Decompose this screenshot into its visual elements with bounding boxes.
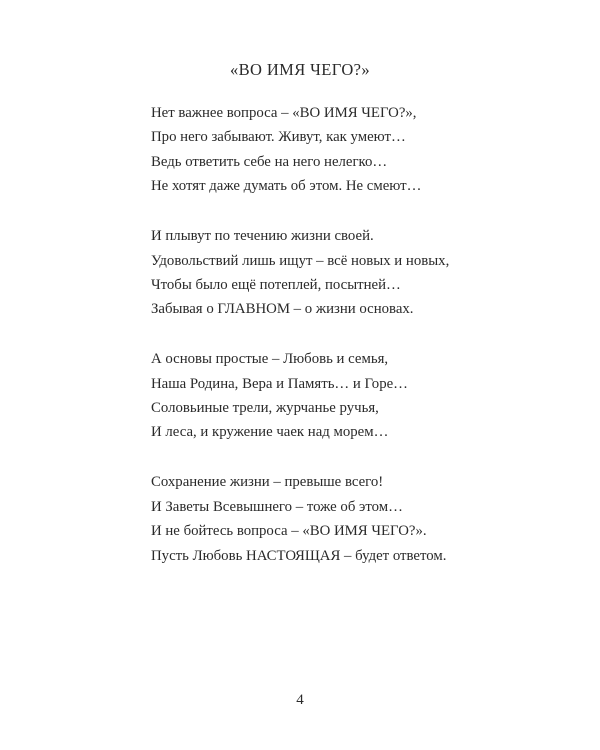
poem-line: И не бойтесь вопроса – «ВО ИМЯ ЧЕГО?». [151,523,427,540]
stanza-2 [151,224,511,322]
poem-line: И Заветы Всевышнего – тоже об этом… [151,498,403,515]
poem-line: Ведь ответить себе на него нелегко… [151,153,388,170]
poem-line: Про него забывают. Живут, как умеют… [151,129,406,146]
stanza-4 [151,470,511,568]
poem-line: Чтобы было ещё потеплей, посытней… [151,276,401,293]
poem-line: Нет важнее вопроса – «ВО ИМЯ ЧЕГО?», [151,105,417,121]
stanza-3 [151,347,511,445]
poem-line: И леса, и кружение чаек над морем… [151,424,389,441]
poem-line: Пусть Любовь НАСТОЯЩАЯ – будет ответом. [151,547,447,564]
poem-line: Наша Родина, Вера и Память… и Горе… [151,375,408,392]
poem-line: А основы простые – Любовь и семья, [151,351,389,368]
page-number: 4 [296,692,304,708]
poem-line: И плывут по течению жизни своей. [151,228,374,245]
poem-body [151,101,511,594]
poem-line: Соловьиные трели, журчанье ручья, [151,400,379,417]
stanza-1 [151,101,511,199]
poem-line: Удовольствий лишь ищут – всё новых и новых, [151,252,450,269]
poem-line: Забывая о ГЛАВНОМ – о жизни основах. [151,301,414,318]
poem-title: «ВО ИМЯ ЧЕГО?» [229,60,371,79]
poem-line: Не хотят даже думать об этом. Не смеют… [151,178,422,195]
poem-line: Сохранение жизни – превыше всего! [151,474,384,491]
